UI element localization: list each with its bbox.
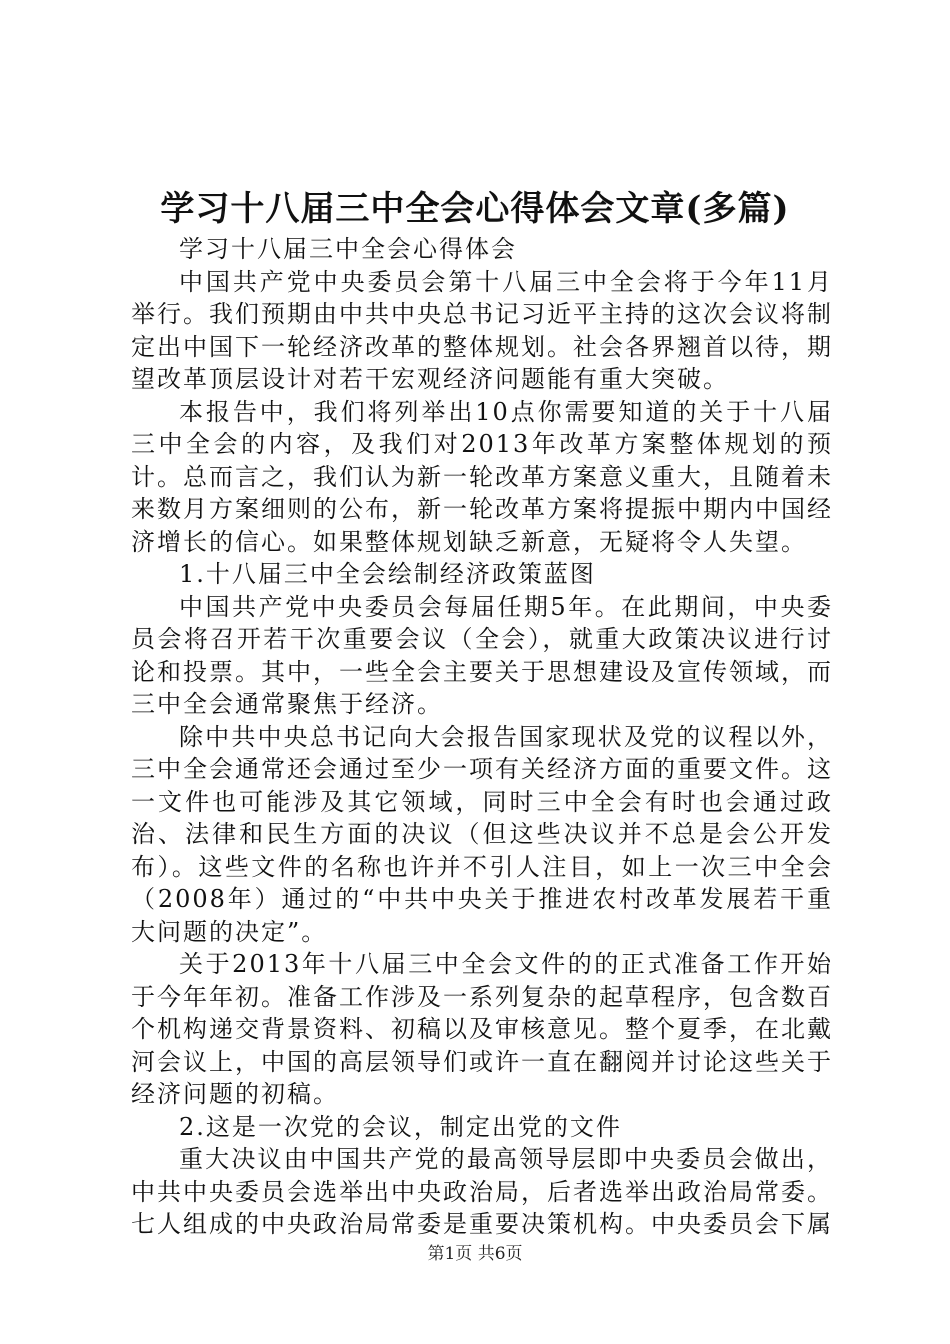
paragraph: 除中共中央总书记向大会报告国家现状及党的议程以外，三中全会通常还会通过至少一项有关经济方面的重要文件。这一文件也可能涉及其它领域，同时三中全会有时也会通过政治、法律和民生方面的决议（但这些决议并不总是会公开发布）。这些文件的名称也许并不引人注目，如上一次三中全会（2008年）通过的“中共中央关于推进农村改革发展若干重大问题的决定”。 [131, 722, 833, 946]
paragraph: 重大决议由中国共产党的最高领导层即中央委员会做出，中共中央委员会选举出中央政治局，后者选举出政治局常委。七人组成的中央政治局常委是重要决策机构。中央委员会下属 [131, 1145, 833, 1238]
section-heading: 1.十八届三中全会绘制经济政策蓝图 [179, 560, 596, 588]
paragraph: 关于2013年十八届三中全会文件的的正式准备工作开始于今年年初。准备工作涉及一系列复杂的起草程序，包含数百个机构递交背景资料、初稿以及审核意见。整个夏季，在北戴河会议上，中国的高层领导们或许一直在翻阅并讨论这些关于经济问题的初稿。 [131, 950, 833, 1108]
page-number-footer: 第1页 共6页 [427, 1244, 523, 1264]
paragraph: 中国共产党中央委员会每届任期5年。在此期间，中央委员会将召开若干次重要会议（全会），就重大政策决议进行讨论和投票。其中，一些全会主要关于思想建设及宣传领域，而三中全会通常聚焦于经济。 [131, 592, 833, 718]
document-title: 学习十八届三中全会心得体会文章(多篇) [160, 189, 790, 229]
paragraph: 中国共产党中央委员会第十八届三中全会将于今年11月举行。我们预期由中共中央总书记习近平主持的这次会议将制定出中国下一轮经济改革的整体规划。社会各界翘首以待，期望改革顶层设计对若干宏观经济问题能有重大突破。 [131, 267, 833, 393]
paragraph: 本报告中，我们将列举出10点你需要知道的关于十八届三中全会的内容，及我们对2013年改革方案整体规划的预计。总而言之，我们认为新一轮改革方案意义重大，且随着未来数月方案细则的公布，新一轮改革方案将提振中期内中国经济增长的信心。如果整体规划缺乏新意，无疑将令人失望。 [131, 397, 833, 556]
section-heading: 2.这是一次党的会议，制定出党的文件 [179, 1112, 622, 1141]
document-body [131, 233, 833, 1241]
section-subtitle: 学习十八届三中全会心得体会 [179, 235, 517, 263]
